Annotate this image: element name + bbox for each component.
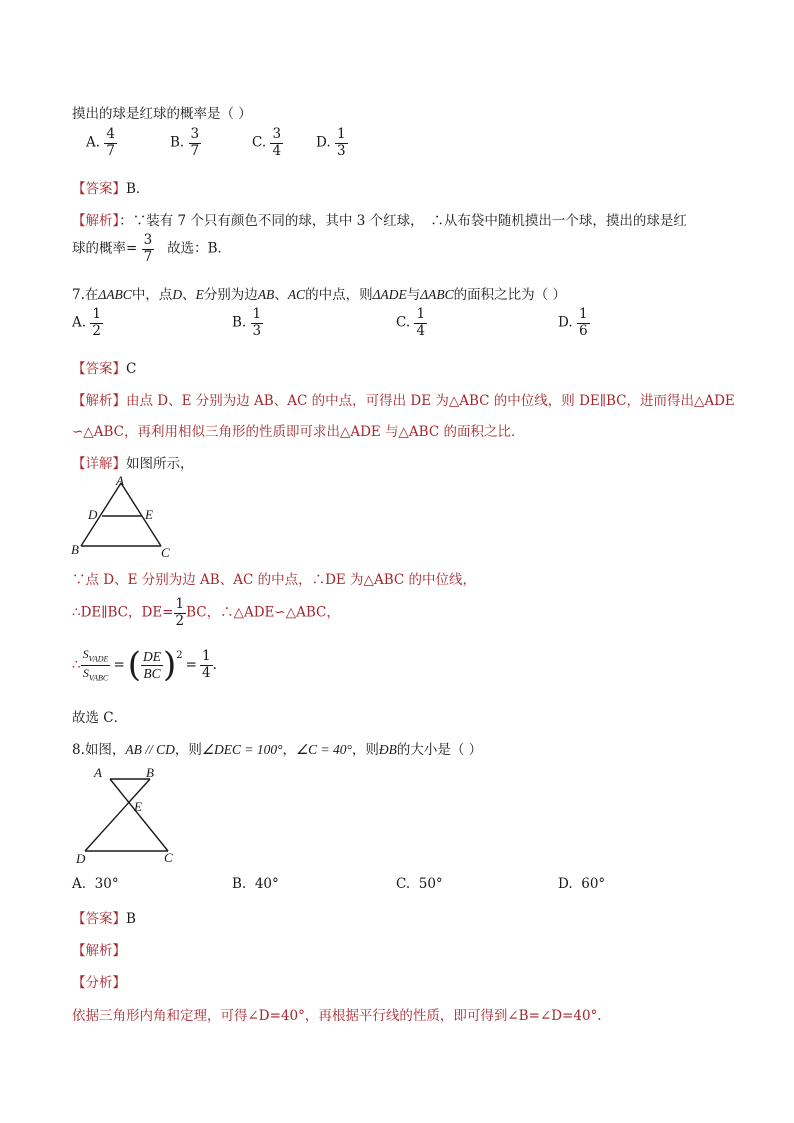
analysis-tag: 【解析】 xyxy=(72,393,126,409)
area-subscript: VABC xyxy=(88,672,109,682)
q7-conclusion: 故选 C． xyxy=(72,710,128,726)
answer-tag: 【答案】 xyxy=(72,911,126,927)
option-numerator: 1 xyxy=(252,306,262,322)
detail-text: 如图所示， xyxy=(126,456,194,472)
q6-option-b xyxy=(170,128,201,158)
option-letter: A. xyxy=(72,314,87,331)
q7-step3 xyxy=(72,645,217,685)
option-denominator: 3 xyxy=(336,142,346,159)
option-numerator: 1 xyxy=(578,306,588,322)
q8-option-b xyxy=(232,876,279,892)
option-letter: A. xyxy=(86,134,101,151)
option-denominator: 2 xyxy=(92,322,101,339)
stem-text: 中，点 xyxy=(131,287,173,303)
analysis-text: ：∵装有 7 个只有颜色不同的球，其中 3 个红球， ∴从布袋中随机摸出一个球，摸出的球是红 xyxy=(119,213,687,229)
q6-option-a xyxy=(86,128,117,158)
answer-value: B xyxy=(126,911,136,927)
label-e: E xyxy=(134,799,142,814)
stem-math: ΔABC xyxy=(420,287,454,302)
step-text: ∴DE∥BC，DE= xyxy=(72,604,174,621)
side-ab xyxy=(81,483,121,546)
label-d: D xyxy=(76,851,86,866)
stem-text: 的面积之比为（ ） xyxy=(453,287,566,303)
label-c: C xyxy=(161,545,170,560)
stem-math: D xyxy=(172,287,183,302)
option-numerator: 1 xyxy=(336,126,346,142)
q6-option-d xyxy=(316,128,348,158)
q7-option-d xyxy=(558,308,590,338)
stem-text: 、 xyxy=(274,287,288,303)
stem-text: 7.在 xyxy=(72,287,99,303)
option-numerator: 4 xyxy=(106,126,115,142)
stem-math: ΔADE xyxy=(372,287,407,302)
option-letter: C. xyxy=(396,876,411,892)
q6-stem: 摸出的球是红球的概率是（ ） xyxy=(72,106,252,122)
area-symbol: S xyxy=(82,665,89,680)
stem-text: 的中点，则 xyxy=(305,287,373,303)
fraction-denominator: 2 xyxy=(175,612,185,629)
option-numerator: 3 xyxy=(190,126,200,142)
answer-value: B． xyxy=(126,181,150,197)
q8-answer xyxy=(72,907,136,927)
label-e: E xyxy=(145,507,153,522)
q7-detail xyxy=(72,452,194,472)
analysis-text: 由点 D、E 分别为边 AB、AC 的中点，可得出 DE 为△ABC 的中位线，则 DE∥BC，进而得出△ADE xyxy=(126,393,735,409)
fraction-numerator: 3 xyxy=(143,232,153,248)
q6-answer xyxy=(72,177,149,197)
stem-math: AC xyxy=(287,287,306,302)
side-ac xyxy=(121,483,161,546)
option-letter: D. xyxy=(558,876,573,892)
stem-text: 、 xyxy=(182,287,196,303)
area-subscript: VADE xyxy=(88,654,109,664)
analysis-text: 故选：B． xyxy=(167,240,231,257)
stem-math: ΔABC xyxy=(98,287,132,302)
option-numerator: 1 xyxy=(92,306,101,322)
equals-sign: = xyxy=(185,657,197,673)
option-denominator: 6 xyxy=(578,322,588,339)
step-text: BC，∴△ADE∽△ABC， xyxy=(186,604,340,621)
analysis-tag: 【解析】 xyxy=(72,213,120,229)
stem-math: ∠DEC = 100° xyxy=(201,742,283,757)
q7-option-c xyxy=(396,308,427,338)
label-d: D xyxy=(88,507,98,522)
option-denominator: 3 xyxy=(252,322,262,339)
q8-analysis-text: 依据三角形内角和定理，可得∠D=40°，再根据平行线的性质，即可得到∠B=∠D=40°. xyxy=(72,1008,602,1024)
q6-analysis-line2 xyxy=(72,234,231,264)
fraction-denominator: 4 xyxy=(201,664,211,681)
option-numerator: 3 xyxy=(272,126,282,142)
q7-triangle-figure xyxy=(66,474,186,562)
stem-math: ∠C = 40° xyxy=(296,742,352,757)
segment-ac xyxy=(110,779,168,851)
q7-stem xyxy=(72,283,566,303)
detail-tag: 【详解】 xyxy=(72,456,126,472)
q7-step1: ∵点 D、E 分别为边 AB、AC 的中点，∴DE 为△ABC 的中位线， xyxy=(72,572,476,588)
period: . xyxy=(212,657,217,673)
q8-option-c xyxy=(396,876,443,892)
stem-math: E xyxy=(195,287,204,302)
option-letter: C. xyxy=(252,134,267,151)
stem-text: 8.如图， xyxy=(72,742,126,758)
label-b: B xyxy=(71,542,79,557)
option-letter: A. xyxy=(72,876,87,892)
answer-tag: 【答案】 xyxy=(72,181,126,197)
area-symbol: S xyxy=(82,647,89,662)
label-c: C xyxy=(164,850,173,865)
stem-text: 分别为边 xyxy=(203,287,258,303)
segment-bd xyxy=(85,779,150,851)
option-denominator: 7 xyxy=(190,142,200,159)
paren-right: ) xyxy=(163,645,177,685)
option-denominator: 7 xyxy=(106,142,115,159)
option-denominator: 4 xyxy=(272,142,282,159)
option-letter: B. xyxy=(170,134,185,151)
step-text: ∴ xyxy=(72,657,81,673)
answer-value: C xyxy=(126,361,137,377)
fraction-numerator: 1 xyxy=(175,596,185,612)
label-a: A xyxy=(94,765,102,780)
paren-left: ( xyxy=(127,645,142,685)
option-letter: D. xyxy=(316,134,331,151)
q8-analysis-tag: 【解析】 xyxy=(72,943,126,959)
option-letter: C. xyxy=(396,314,411,331)
q8-stem xyxy=(72,738,482,758)
q8-analysis-sub-tag: 【分析】 xyxy=(72,975,126,991)
equals-sign: = xyxy=(113,657,125,673)
stem-math: ÐB xyxy=(378,742,397,757)
option-value: 30° xyxy=(94,876,119,892)
q8-option-a xyxy=(72,876,119,892)
q8-option-d xyxy=(558,876,605,892)
exponent: 2 xyxy=(176,650,183,661)
analysis-text: 球的概率= xyxy=(72,240,138,257)
fraction-denominator: 7 xyxy=(143,248,153,265)
stem-text: ， xyxy=(282,742,297,758)
label-b: B xyxy=(146,765,154,780)
fraction-numerator: DE xyxy=(143,649,162,664)
fraction-numerator: 1 xyxy=(201,648,211,664)
q7-option-b xyxy=(232,308,263,338)
option-value: 40° xyxy=(254,876,279,892)
q6-option-c xyxy=(252,128,283,158)
q7-answer xyxy=(72,357,136,377)
label-a: A xyxy=(116,474,124,488)
option-value: 50° xyxy=(418,876,443,892)
q7-analysis-line2: ∽△ABC，再利用相似三角形的性质即可求出△ADE 与△ABC 的面积之比． xyxy=(72,424,525,440)
fraction-denominator: BC xyxy=(143,665,161,681)
stem-math: AB // CD xyxy=(125,742,175,757)
option-denominator: 4 xyxy=(416,322,426,339)
stem-text: 的大小是（ ） xyxy=(396,742,483,758)
option-value: 60° xyxy=(581,876,606,892)
stem-math: AB xyxy=(257,287,275,302)
q7-option-a xyxy=(72,308,103,338)
option-letter: B. xyxy=(232,876,247,892)
stem-text: ，则 xyxy=(351,742,379,758)
option-numerator: 1 xyxy=(416,306,426,322)
q8-parallel-figure xyxy=(70,762,186,866)
option-letter: D. xyxy=(558,314,573,331)
answer-tag: 【答案】 xyxy=(72,361,126,377)
q7-analysis-line1 xyxy=(72,389,735,409)
q6-analysis-line1 xyxy=(72,209,687,229)
stem-text: 与 xyxy=(406,287,421,303)
option-letter: B. xyxy=(232,314,247,331)
stem-text: ，则 xyxy=(174,742,202,758)
q7-step2 xyxy=(72,598,340,628)
